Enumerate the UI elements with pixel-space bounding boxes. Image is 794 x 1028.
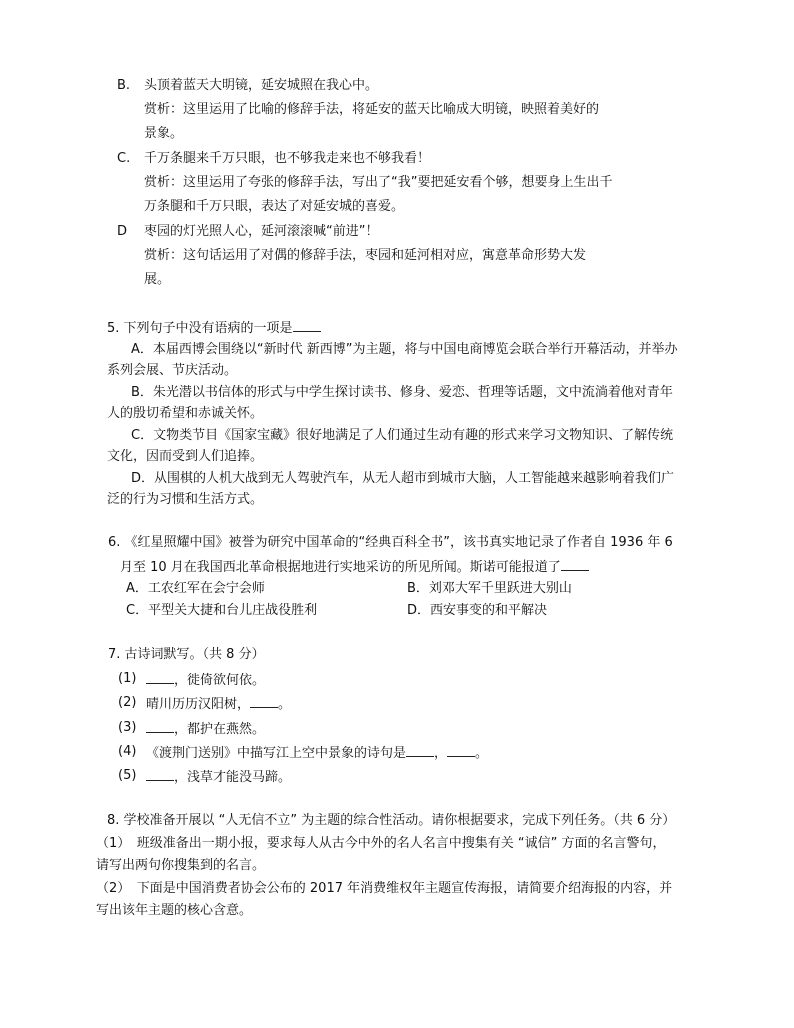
answer-blank [146,670,174,684]
q6-stem-2-text: 月至 10 月在我国西北革命根据地进行实地采访的所见所闻。斯诺可能报道了 [120,560,561,575]
q4-option-d-text: 枣园的灯光照人心，延河滚滚喊“前进”！ [144,224,379,239]
q7-item-num: (5) [118,768,137,783]
answer-blank [250,694,278,708]
q5-stem-text: 5. 下列句子中没有语病的一项是 [107,321,293,336]
q5-option-d-2: 泛的行为习惯和生活方式。 [107,492,264,507]
answer-blank [447,743,475,757]
q4-option-c-analysis-1: 赏析：这里运用了夸张的修辞手法，写出了“我”要把延安看个够，想要身上生出千 [144,175,613,190]
q5-option-d-1: D．从围棋的人机大战到无人驾驶汽车，从无人超市到城市大脑，人工智能越来越影响着我们广 [131,471,675,486]
q7-item-text: 。 [475,746,489,761]
q7-item-text: 晴川历历汉阳树， [146,697,251,712]
q6-option-d: D．西安事变的和平解决 [407,603,548,618]
q4-option-d-analysis-2: 展。 [144,272,171,287]
q4-option-b-label: B. [117,78,131,93]
q8-task1-1: （1） 班级准备出一期小报，要求每人从古今中外的名人名言中搜集有关 “诚信” 方面的名言警句， [96,836,666,851]
q4-option-c-text: 千万条腿来千万只眼，也不够我走来也不够我看！ [144,151,431,166]
q7-item-text: 。 [278,697,292,712]
q4-option-b-text: 头顶着蓝天大明镜，延安城照在我心中。 [144,78,379,93]
q7-item-num: (4) [118,744,137,759]
q5-option-a-2: 系列会展、节庆活动。 [107,363,238,378]
answer-blank [146,719,174,733]
q8-task2-2: 写出该年主题的核心含意。 [96,903,253,918]
q7-item-num: (1) [118,671,137,686]
q5-option-c-1: C．文物类节目《国家宝藏》很好地满足了人们通过生动有趣的形式来学习文物知识、了解传统 [131,428,674,443]
q4-option-d-analysis-1: 赏析：这句话运用了对偶的修辞手法，枣园和延河相对应，寓意革命形势大发 [144,248,587,263]
q7-item-text: ，浅草才能没马蹄。 [174,770,292,785]
q7-item [146,719,265,739]
q5-stem [107,318,321,338]
q7-item-text: ，都护在燕然。 [174,722,266,737]
q8-task1-2: 请写出两句你搜集到的名言。 [96,858,266,873]
q5-option-b-2: 人的殷切希望和赤诚关怀。 [107,406,264,421]
q6-stem-2 [120,557,589,577]
q7-stem: 7. 古诗词默写。（共 8 分） [108,647,265,662]
q4-option-d-label: D [117,224,128,239]
q7-item [146,743,488,763]
q6-option-a: A．工农红军在会宁会师 [126,581,265,596]
q5-option-c-2: 文化，因而受到人们追捧。 [107,449,264,464]
q7-item-num: (2) [118,695,137,710]
q7-item-num: (3) [118,720,137,735]
q5-option-b-1: B．朱光潜以书信体的形式与中学生探讨读书、修身、爱恋、哲理等话题，文中流淌着他对青年 [131,385,673,400]
q6-option-c: C．平型关大捷和台儿庄战役胜利 [126,603,318,618]
q4-option-b-analysis-1: 赏析：这里运用了比喻的修辞手法，将延安的蓝天比喻成大明镜，映照着美好的 [144,102,600,117]
q7-item-text: ，徙倚欲何依。 [174,673,266,688]
q7-item-text: ， [434,746,448,761]
q6-option-b: B．刘邓大军千里跃进大别山 [407,581,572,596]
q8-stem: 8. 学校准备开展以 “人无信不立” 为主题的综合性活动。请你根据要求，完成下列任务。（共 6 分） [107,813,676,828]
q4-option-b-analysis-2: 景象。 [144,126,184,141]
q8-task2-1: （2） 下面是中国消费者协会公布的 2017 年消费维权年主题宣传海报，请简要介绍海报的内容，并 [96,881,673,896]
answer-blank [146,767,174,781]
answer-blank [406,743,434,757]
q6-stem-1: 6. 《红星照耀中国》被誉为研究中国革命的“经典百科全书”，该书真实地记录了作者自 1936 年 6 [108,535,673,550]
q4-option-c-label: C. [117,151,131,166]
answer-blank [561,557,589,571]
q7-item-text: 《渡荆门送别》中描写江上空中景象的诗句是 [146,746,407,761]
q7-item [146,670,265,690]
answer-blank [293,318,321,332]
q7-item [146,694,291,714]
q7-item [146,767,291,787]
q4-option-c-analysis-2: 万条腿和千万只眼，表达了对延安城的喜爱。 [144,199,405,214]
q5-option-a-1: A．本届西博会围绕以“新时代 新西博”为主题，将与中国电商博览会联合举行开幕活动，并举办 [131,342,678,357]
